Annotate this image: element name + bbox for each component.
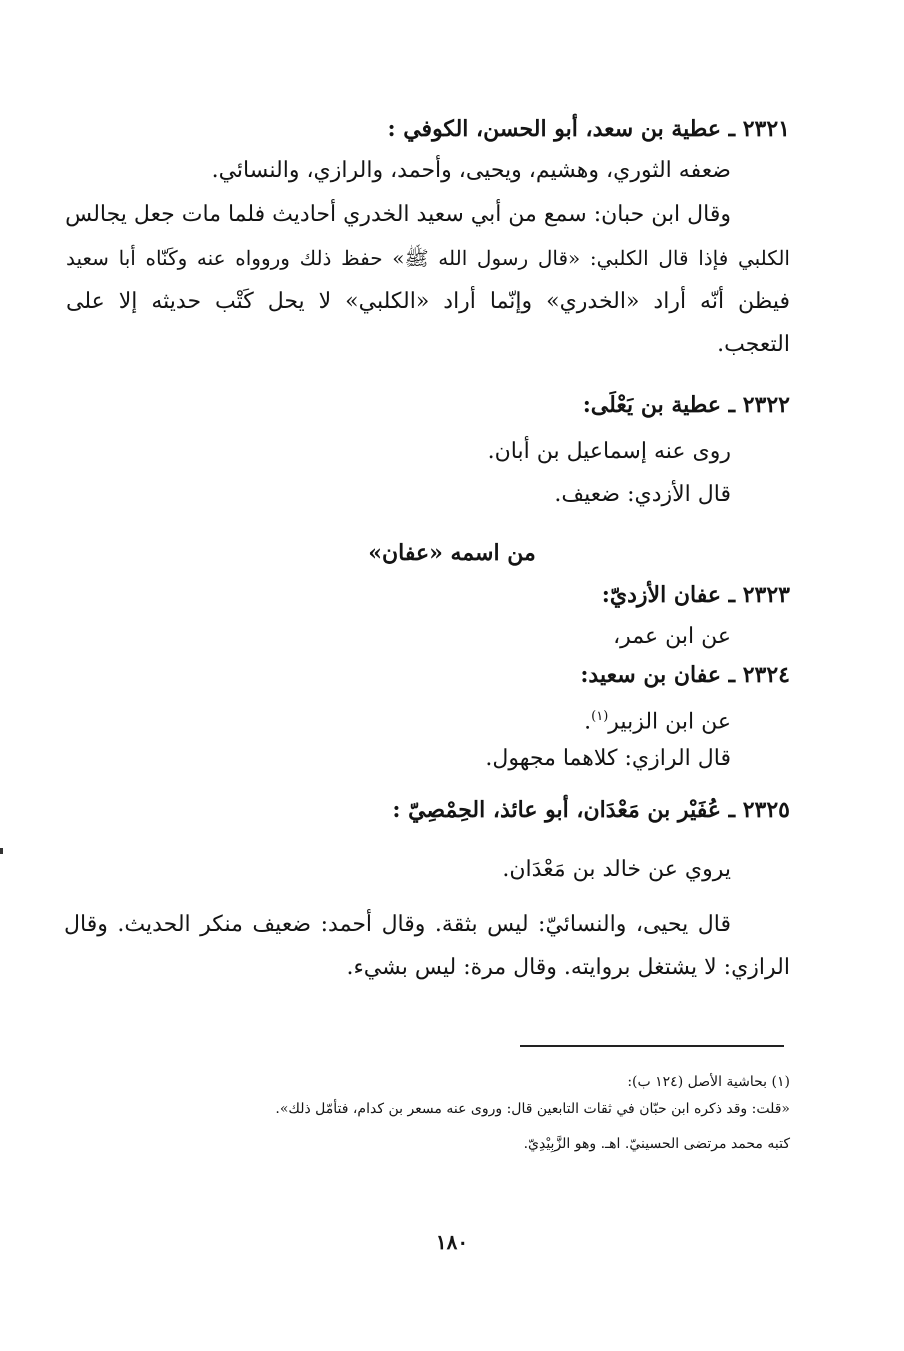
section-heading: من اسمه «عفان» [368, 540, 536, 566]
entry-2324-text: عن ابن الزبير [608, 709, 731, 735]
footnote-line-2: «قلت: وقد ذكره ابن حبّان في ثقات التابعين قال: وروى عنه مسعر بن كدام، فتأمّل ذلك». [275, 1101, 790, 1117]
entry-2324-line-1 [584, 702, 731, 737]
footnote-line-3: كتبه محمد مرتضى الحسينيّ. اهـ. وهو الزَّبِيْدِيّ. [523, 1136, 790, 1152]
entry-2321-line-5: التعجب. [717, 332, 790, 357]
entry-2323-line-1: عن ابن عمر، [613, 624, 731, 649]
entry-2321-title: ٢٣٢١ ـ عطية بن سعد، أبو الحسن، الكوفي : [387, 116, 790, 142]
entry-2324-line-2: قال الرازي: كلاهما مجهول. [485, 746, 731, 771]
entry-2325-line-3: الرازي: لا يشتغل بروايته. وقال مرة: ليس بشيء. [346, 955, 790, 980]
footnote-line-1: (١) بحاشية الأصل (١٢٤ ب): [627, 1074, 790, 1090]
entry-2321-line-4: فيظن أنّه أراد «الخدري» وإنّما أراد «الكلبي» لا يحل كَتْب حديثه إلا على [66, 289, 790, 314]
entry-2324-title: ٢٣٢٤ ـ عفان بن سعيد: [580, 662, 790, 688]
entry-2322-line-1: روى عنه إسماعيل بن أبان. [487, 439, 731, 464]
footnote-separator [520, 1045, 784, 1047]
page-number: ١٨٠ [435, 1230, 469, 1254]
entry-2323-title: ٢٣٢٣ ـ عفان الأزديّ: [601, 582, 790, 608]
entry-2321-line-3: الكلبي فإذا قال الكلبي: «قال رسول الله ﷺ» حفظ ذلك وروواه عنه وكَنّاه أبا سعيد [66, 246, 790, 270]
entry-2322-title: ٢٣٢٢ ـ عطية بن يَعْلَى: [582, 392, 790, 418]
entry-2324-text-end: . [584, 709, 592, 735]
entry-2325-title: ٢٣٢٥ ـ عُفَيْر بن مَعْدَان، أبو عائذ، الحِمْصِيّ : [392, 797, 790, 823]
scan-speck [0, 848, 3, 854]
entry-2322-line-2: قال الأزدي: ضعيف. [554, 482, 731, 507]
entry-2321-line-1: ضعفه الثوري، وهشيم، ويحيى، وأحمد، والرازي، والنسائي. [211, 158, 731, 183]
entry-2325-line-1: يروي عن خالد بن مَعْدَان. [502, 857, 731, 882]
footnote-reference: (١) [591, 709, 609, 724]
entry-2321-line-2: وقال ابن حبان: سمع من أبي سعيد الخدري أحاديث فلما مات جعل يجالس [65, 202, 731, 227]
entry-2325-line-2: قال يحيى، والنسائيّ: ليس بثقة. وقال أحمد: ضعيف منكر الحديث. وقال [64, 912, 731, 937]
